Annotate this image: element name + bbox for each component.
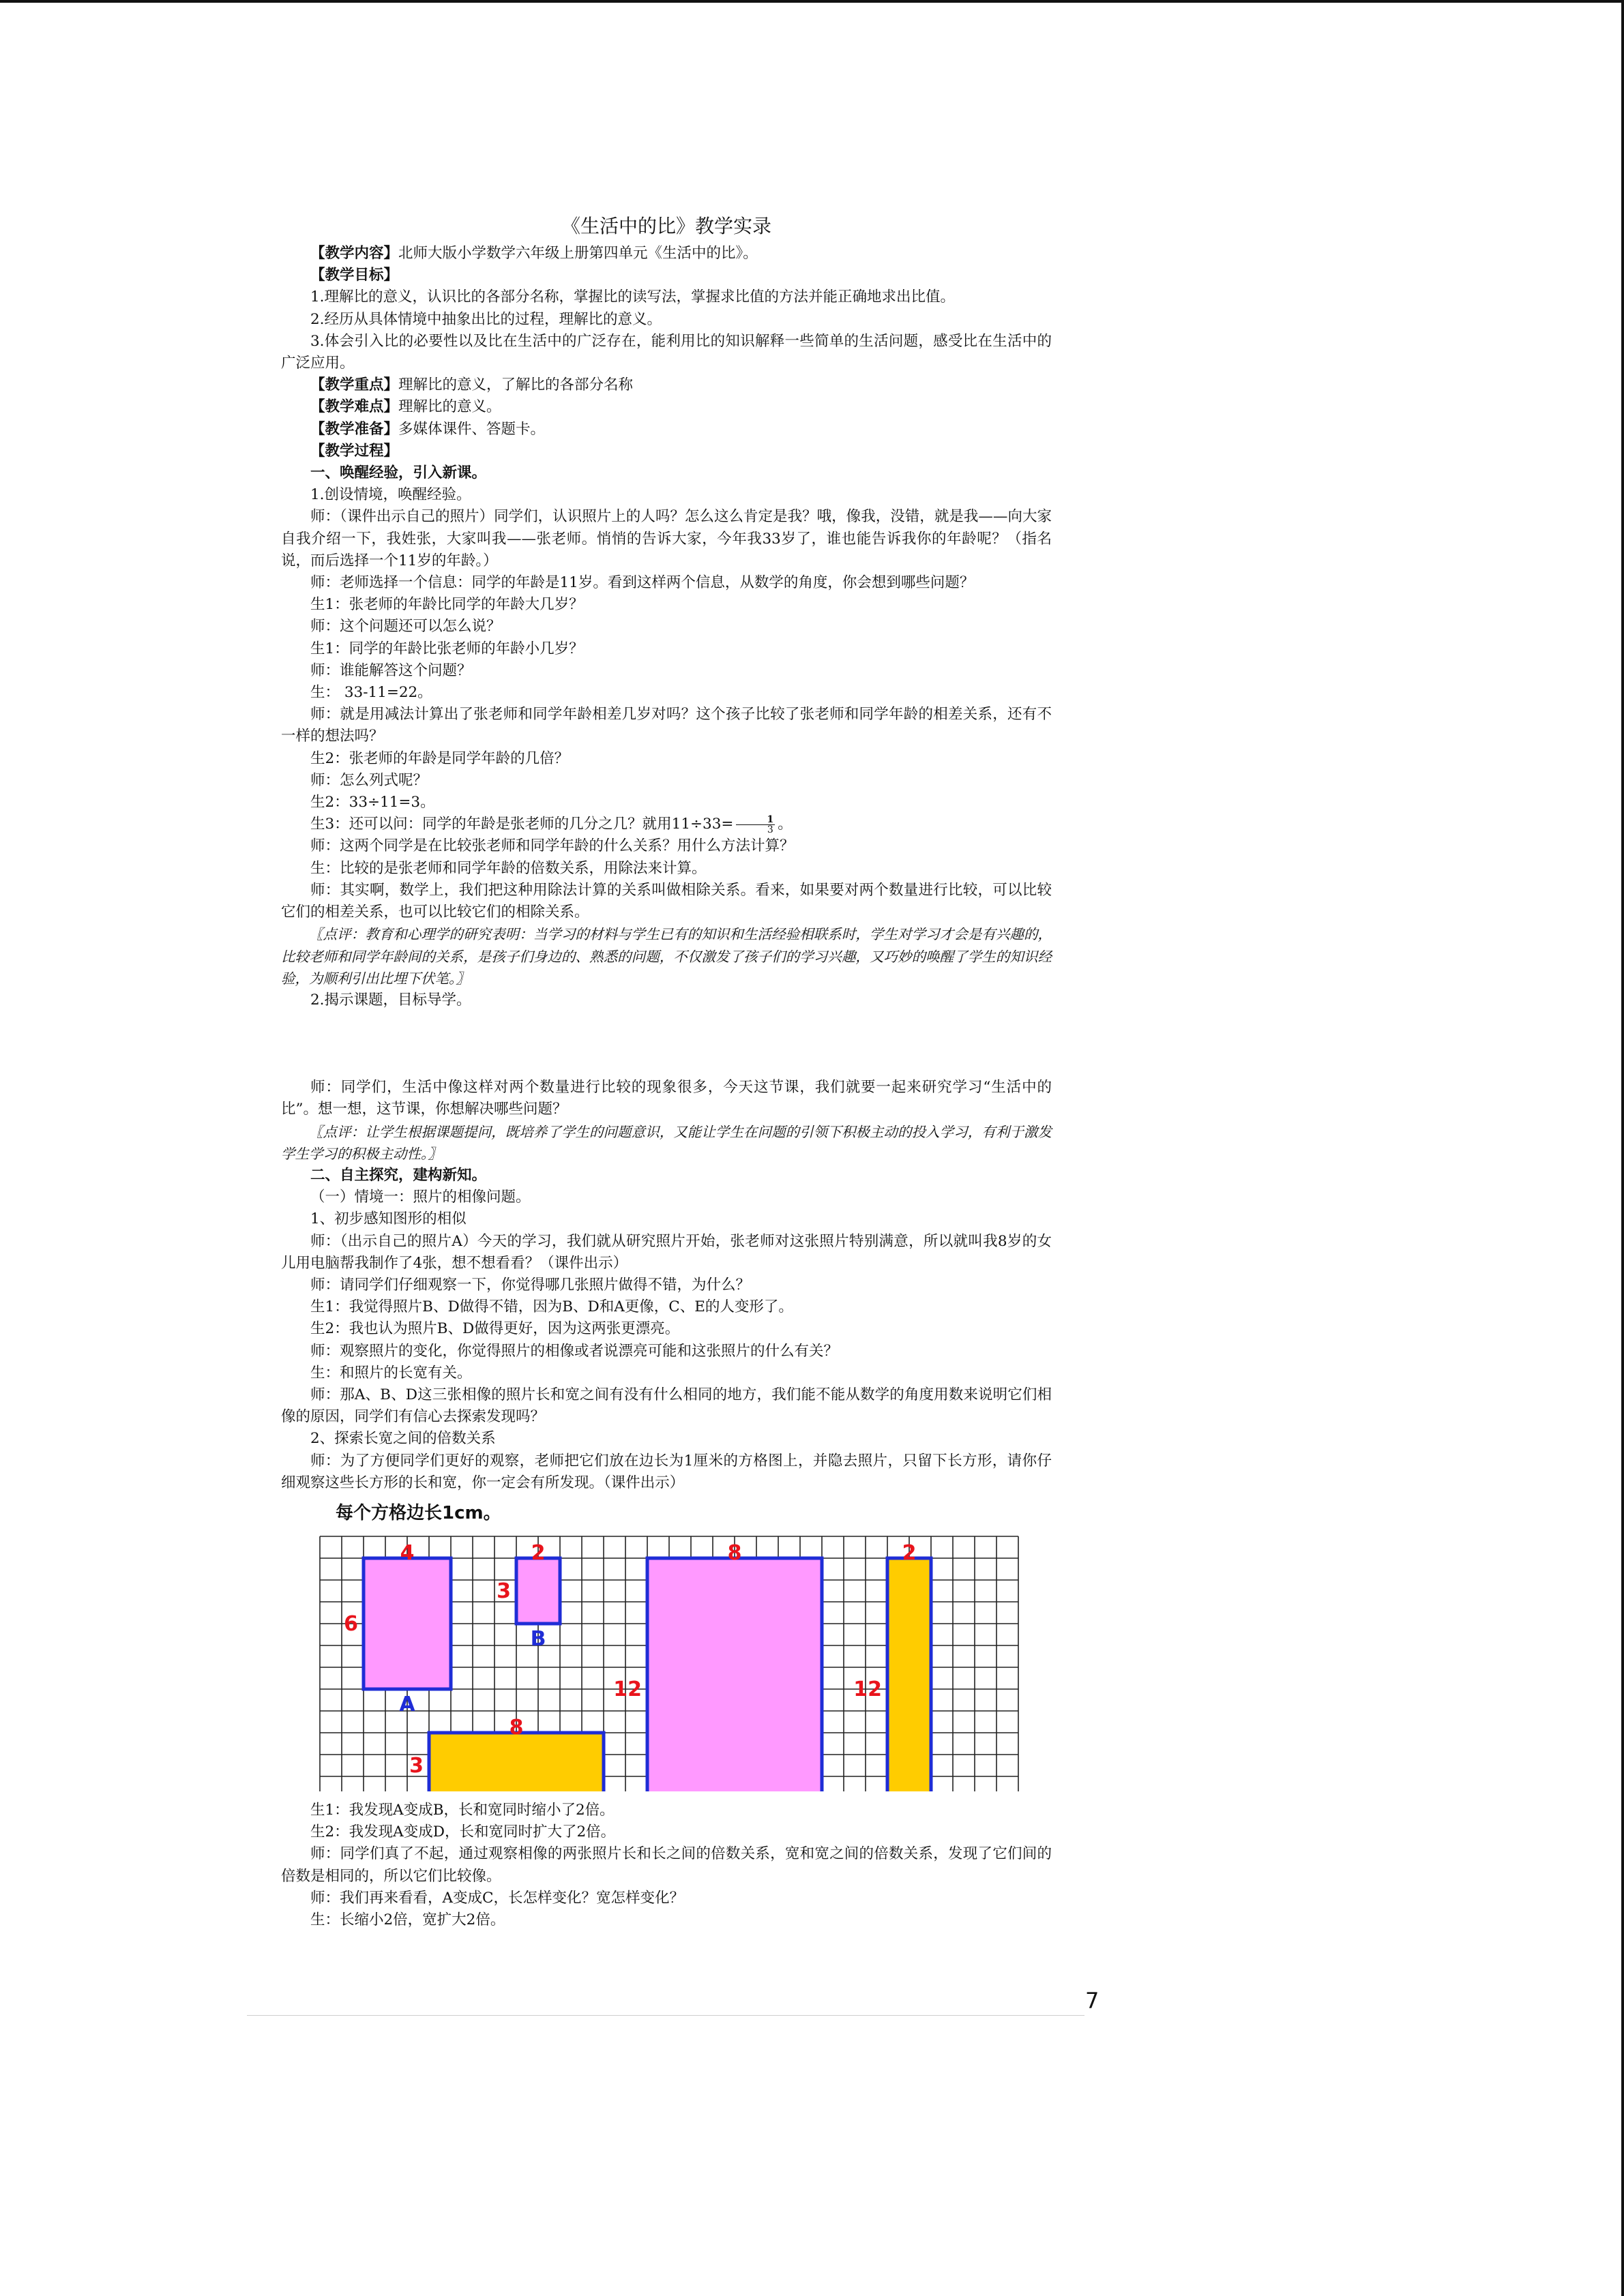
width-label-a: 4 [400,1540,415,1565]
paragraph: 师：怎么列式呢？ [310,771,428,789]
paragraph: 师：（出示自己的照片A）今天的学习，我们就从研究照片开始，张老师对这张照片特别满意，所以就叫我8岁的女儿用电脑帮我制作了4张，想不想看看？（课件出示） [281,1232,1052,1272]
paragraph: 师：同学们真了不起，通过观察相像的两张照片长和长之间的倍数关系，宽和宽之间的倍数关系，发现了它们间的倍数是相同的，所以它们比较像。 [281,1845,1052,1885]
subheading-2-1-2: 2、探索长宽之间的倍数关系 [310,1430,496,1448]
paragraph: 生：和照片的长宽有关。 [310,1364,472,1382]
prep-text: 多媒体课件、答题卡。 [398,420,546,438]
rectangle-c [429,1733,604,1791]
difficulty-text: 理解比的意义。 [398,398,501,416]
paragraph: 生1：我发现A变成B，长和宽同时缩小了2倍。 [310,1801,615,1819]
key-text: 理解比的意义，了解比的各部分名称 [398,376,634,394]
paragraph: 生2：张老师的年龄是同学年龄的几倍？ [310,749,570,767]
rectangle-b [516,1558,560,1624]
subheading-2-1: （一）情境一：照片的相像问题。 [310,1189,531,1206]
difficulty-label: 【教学难点】 [310,398,399,416]
width-label-e: 2 [902,1540,917,1565]
section-heading-1: 一、唤醒经验，引入新课。 [310,464,487,482]
content-text: 北师大版小学数学六年级上册第四单元《生活中的比》。 [398,245,758,262]
paragraph: 师：其实啊，数学上，我们把这种用除法计算的关系叫做相除关系。看来，如果要对两个数量进行比较，可以比较它们的相差关系，也可以比较它们的相除关系。 [281,881,1052,921]
paragraph: 师：观察照片的变化，你觉得照片的相像或者说漂亮可能和这张照片的什么有关？ [310,1342,839,1360]
paragraph: 师：老师选择一个信息：同学的年龄是11岁。看到这样两个信息，从数学的角度，你会想到哪些问题？ [310,574,975,592]
height-label-b: 3 [497,1579,511,1603]
fraction-denominator: 3 [767,824,773,835]
paragraph: 师：就是用减法计算出了张老师和同学年龄相差几岁对吗？这个孩子比较了张老师和同学年龄的相差关系，还有不一样的想法吗？ [281,706,1052,745]
figure-caption: 每个方格边长1cm。 [336,1502,501,1523]
paragraph: 生： 33-11=22。 [310,684,432,702]
footer-rule [247,2015,1084,2016]
paragraph: 生1：同学的年龄比张老师的年龄小几岁？ [310,640,584,657]
grid-figure [281,1498,1052,1791]
width-label-d: 8 [727,1540,742,1565]
paragraph: 生：比较的是张老师和同学年龄的倍数关系，用除法来计算。 [310,859,707,877]
rectangle-a [364,1558,451,1689]
rectangle-d [647,1558,822,1791]
paragraph: 师：请同学们仔细观察一下，你觉得哪几张照片做得不错，为什么？ [310,1276,751,1294]
width-label-b: 2 [531,1540,546,1565]
commentary-note-1: 〖点评：教育和心理学的研究表明：当学习的材料与学生已有的知识和生活经验相联系时，学生对学习才会是有兴趣的，比较老师和同学年龄间的关系，是孩子们身边的、熟悉的问题，不仅激发了孩子们的学习兴趣，又巧妙的唤醒了学生的知识经验，为顺利引出比埋下伏笔。〗 [281,926,1052,987]
rectangles-layer [364,1558,931,1791]
paragraph: 生：长缩小2倍，宽扩大2倍。 [310,1911,505,1928]
paragraph-with-fraction [281,814,1052,835]
fraction-text-after: 。 [778,816,793,833]
grid-figure-svg [281,1498,1052,1791]
paragraph: 生2：33÷11=3。 [310,794,435,811]
rectangle-e [887,1558,931,1791]
fraction-one-third [736,815,775,835]
paragraph: 师：（课件出示自己的照片）同学们，认识照片上的人吗？怎么这么肯定是我？哦，像我，没错，就是我——向大家自我介绍一下，我姓张，大家叫我——张老师。悄悄的告诉大家，今年我33岁了，谁也能告诉我你的年龄呢？（指名说，而后选择一个11岁的年龄。） [281,508,1052,569]
page-gap [281,1011,1052,1077]
rectangle-letter-b: B [530,1626,546,1651]
paragraph: 师：谁能解答这个问题？ [310,661,472,679]
section-heading-2: 二、自主探究，建构新知。 [310,1166,487,1184]
paragraph: 师：这个问题还可以怎么说？ [310,618,501,636]
height-label-c: 3 [409,1753,424,1778]
subheading-1-1: 1.创设情境，唤醒经验。 [310,486,471,504]
subheading-2-1-1: 1、初步感知图形的相似 [310,1210,467,1228]
prep-label: 【教学准备】 [310,420,399,438]
paragraph: 师：那A、B、D这三张相像的照片长和宽之间有没有什么相同的地方，我们能不能从数学的角度用数来说明它们相像的原因，同学们有信心去探索发现吗？ [281,1386,1052,1426]
subheading-1-2: 2.揭示课题，目标导学。 [310,991,471,1009]
paragraph: 生2：我发现A变成D，长和宽同时扩大了2倍。 [310,1823,616,1841]
height-label-a: 6 [344,1611,358,1636]
rectangle-letter-a: A [399,1692,415,1716]
document-title: 《生活中的比》教学实录 [561,215,771,237]
height-label-d: 12 [613,1677,642,1701]
content-label: 【教学内容】 [310,245,399,262]
goals-label: 【教学目标】 [310,267,399,284]
paragraph: 生1：我觉得照片B、D做得不错，因为B、D和A更像，C、E的人变形了。 [310,1298,793,1316]
fraction-numerator: 1 [736,815,775,825]
width-label-c: 8 [509,1715,524,1740]
key-label: 【教学重点】 [310,376,399,394]
process-label: 【教学过程】 [310,442,399,460]
commentary-note-2: 〖点评：让学生根据课题提问，既培养了学生的问题意识，又能让学生在问题的引领下积极主动的投入学习，有利于激发学生学习的积极主动性。〗 [281,1123,1052,1162]
paragraph: 师：为了方便同学们更好的观察，老师把它们放在边长为1厘米的方格图上，并隐去照片，只留下长方形，请你仔细观察这些长方形的长和宽，你一定会有所发现。（课件出示） [281,1452,1052,1491]
paragraph: 生1：张老师的年龄比同学的年龄大几岁？ [310,596,584,614]
paragraph: 师：这两个同学是在比较张老师和同学年龄的什么关系？用什么方法计算？ [310,837,795,855]
document-body [281,213,1052,1931]
goal-2: 2.经历从具体情境中抽象出比的过程，理解比的意义。 [310,310,662,328]
paragraph: 师：我们再来看看，A变成C，长怎样变化？宽怎样变化？ [310,1889,684,1907]
goal-3: 3.体会引入比的必要性以及比在生活中的广泛存在，能利用比的知识解释一些简单的生活问题，感受比在生活中的广泛应用。 [281,332,1052,372]
page-number: 7 [1085,1988,1099,2014]
height-label-e: 12 [853,1677,882,1701]
paragraph: 生2：我也认为照片B、D做得更好，因为这两张更漂亮。 [310,1320,680,1338]
paragraph: 师：同学们，生活中像这样对两个数量进行比较的现象很多，今天这节课，我们就要一起来研究学习“生活中的比”。想一想，这节课，你想解决哪些问题？ [281,1079,1052,1118]
goal-1: 1.理解比的意义，认识比的各部分名称，掌握比的读写法，掌握求比值的方法并能正确地求出比值。 [310,288,956,306]
fraction-text-before: 生3：还可以问：同学的年龄是张老师的几分之几？就用11÷33= [310,816,734,833]
